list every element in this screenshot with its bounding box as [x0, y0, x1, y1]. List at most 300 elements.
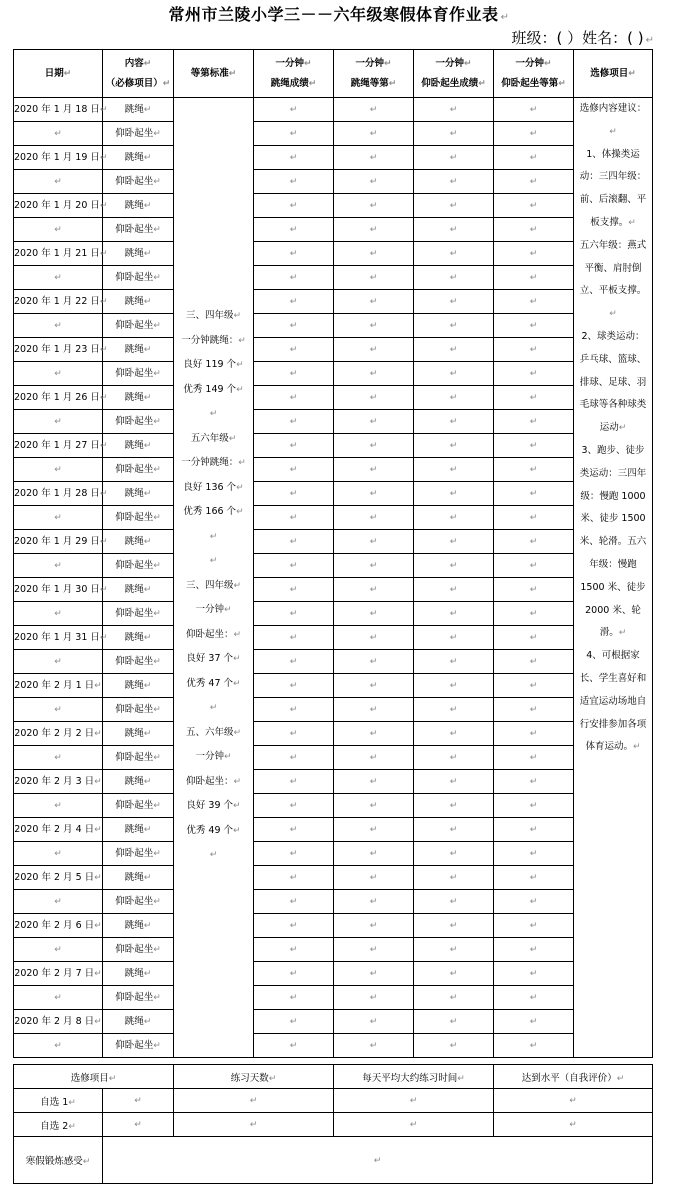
situp-grade-input[interactable]: [494, 722, 574, 746]
paragraph-mark: ↵: [289, 992, 298, 1003]
rope-grade-input[interactable]: [334, 890, 414, 914]
table-row: [14, 602, 653, 626]
situp-score-input[interactable]: [414, 98, 494, 122]
date-cell: 2020 年 1 月 23 日↵: [14, 338, 103, 362]
situp-score-input[interactable]: [414, 602, 494, 626]
situp-score-input[interactable]: [414, 266, 494, 290]
paragraph-mark: ↵: [153, 896, 161, 907]
situp-grade-input[interactable]: [494, 266, 574, 290]
situp-score-input[interactable]: [414, 1034, 494, 1058]
standard-line: [174, 696, 253, 721]
table-row: [14, 146, 653, 170]
situp-score-input[interactable]: [414, 770, 494, 794]
standard-line: 一分钟↵: [195, 604, 232, 615]
situp-score-input[interactable]: [414, 962, 494, 986]
rope-score-input[interactable]: [254, 962, 334, 986]
paragraph-mark: ↵: [153, 272, 161, 283]
activity-situp: 仰卧起坐↵: [103, 218, 174, 242]
rope-grade-input[interactable]: [334, 938, 414, 962]
activity-situp: 仰卧起坐↵: [103, 410, 174, 434]
paragraph-mark: ↵: [233, 727, 242, 738]
rope-grade-input[interactable]: [334, 362, 414, 386]
situp-score-input[interactable]: [414, 1010, 494, 1034]
rope-grade-input[interactable]: [334, 578, 414, 602]
paragraph-mark: ↵: [529, 752, 538, 763]
situp-grade-input[interactable]: [494, 554, 574, 578]
rope-score-input[interactable]: [254, 674, 334, 698]
paragraph-mark: ↵: [223, 752, 232, 762]
situp-grade-input[interactable]: [494, 482, 574, 506]
situp-grade-input[interactable]: [494, 458, 574, 482]
rope-score-input[interactable]: [254, 914, 334, 938]
situp-score-input[interactable]: [414, 890, 494, 914]
situp-grade-input[interactable]: [494, 866, 574, 890]
situp-grade-input[interactable]: [494, 938, 574, 962]
rope-grade-input[interactable]: [334, 602, 414, 626]
rope-score-input[interactable]: [254, 986, 334, 1010]
standard-line: 仰卧起坐：↵: [185, 628, 242, 640]
paragraph-mark: ↵: [529, 680, 538, 691]
paragraph-mark: ↵: [529, 392, 538, 403]
paragraph-mark: ↵: [68, 1097, 76, 1108]
rope-score-input[interactable]: [254, 794, 334, 818]
activity-situp: 仰卧起坐↵: [103, 122, 174, 146]
date-cell: 2020 年 2 月 2 日↵: [14, 722, 103, 746]
rope-grade-input[interactable]: [334, 1010, 414, 1034]
situp-score-input[interactable]: [414, 674, 494, 698]
date-cell-empty: [14, 362, 103, 386]
paragraph-mark: ↵: [529, 944, 538, 955]
standard-line: 三、四年级↵: [185, 310, 242, 321]
paragraph-mark: ↵: [289, 416, 298, 427]
rope-score-input[interactable]: [254, 482, 334, 506]
paragraph-mark: ↵: [54, 656, 62, 667]
rope-grade-input[interactable]: [334, 98, 414, 122]
situp-score-input[interactable]: [414, 458, 494, 482]
paragraph-mark: ↵: [54, 752, 62, 763]
paragraph-mark: ↵: [369, 440, 378, 451]
paragraph-mark: ↵: [143, 920, 152, 931]
rope-grade-input[interactable]: [334, 674, 414, 698]
situp-grade-input[interactable]: [494, 362, 574, 386]
situp-score-input[interactable]: [414, 818, 494, 842]
self-evaluation-input[interactable]: [494, 1089, 653, 1113]
paragraph-mark: ↵: [373, 1155, 382, 1166]
date-cell: 2020 年 1 月 19 日↵: [14, 146, 103, 170]
activity-situp: 仰卧起坐↵: [103, 170, 174, 194]
header-situp-grade: 一分钟↵ 仰卧起坐等第↵: [494, 50, 574, 98]
situp-score-input[interactable]: [414, 434, 494, 458]
paragraph-mark: ↵: [369, 176, 378, 187]
rope-score-input[interactable]: [254, 722, 334, 746]
elective-item-input[interactable]: [103, 1113, 174, 1137]
rope-score-input[interactable]: [254, 1034, 334, 1058]
situp-grade-input[interactable]: [494, 986, 574, 1010]
situp-grade-input[interactable]: [494, 698, 574, 722]
situp-score-input[interactable]: [414, 170, 494, 194]
rope-score-input[interactable]: [254, 938, 334, 962]
summary-header-item: 选修项目↵: [14, 1065, 174, 1089]
paragraph-mark: ↵: [529, 584, 538, 595]
situp-grade-input[interactable]: [494, 602, 574, 626]
rope-score-input[interactable]: [254, 530, 334, 554]
table-row: [14, 386, 653, 410]
situp-grade-input[interactable]: [494, 914, 574, 938]
paragraph-mark: ↵: [143, 824, 152, 835]
rope-grade-input[interactable]: [334, 794, 414, 818]
paragraph-mark: ↵: [449, 392, 458, 403]
paragraph-mark: ↵: [369, 920, 378, 931]
rope-score-input[interactable]: [254, 818, 334, 842]
paragraph-mark: ↵: [289, 392, 298, 403]
activity-situp: 仰卧起坐↵: [103, 266, 174, 290]
situp-grade-input[interactable]: [494, 410, 574, 434]
daily-time-input[interactable]: [334, 1089, 494, 1113]
situp-grade-input[interactable]: [494, 674, 574, 698]
situp-grade-input[interactable]: [494, 338, 574, 362]
rope-grade-input[interactable]: [334, 242, 414, 266]
rope-score-input[interactable]: [254, 866, 334, 890]
paragraph-mark: ↵: [54, 464, 62, 475]
paragraph-mark: ↵: [238, 335, 246, 346]
table-row: [14, 170, 653, 194]
standard-line: 五六年级↵: [190, 432, 237, 444]
elective-item-label: 自选 2↵: [14, 1113, 103, 1137]
rope-score-input[interactable]: [254, 842, 334, 866]
rope-grade-input[interactable]: [334, 338, 414, 362]
situp-grade-input[interactable]: [494, 818, 574, 842]
date-cell: 2020 年 2 月 6 日↵: [14, 914, 103, 938]
date-cell-empty: [14, 410, 103, 434]
paragraph-mark: ↵: [289, 560, 298, 571]
situp-grade-input[interactable]: [494, 842, 574, 866]
paragraph-mark: ↵: [143, 392, 152, 403]
paragraph-mark: ↵: [289, 536, 298, 547]
situp-grade-input[interactable]: [494, 218, 574, 242]
paragraph-mark: ↵: [449, 488, 458, 499]
rope-grade-input[interactable]: [334, 698, 414, 722]
rope-score-input[interactable]: [254, 218, 334, 242]
rope-grade-input[interactable]: [334, 842, 414, 866]
paragraph-mark: ↵: [153, 944, 161, 955]
rope-score-input[interactable]: [254, 650, 334, 674]
situp-score-input[interactable]: [414, 530, 494, 554]
situp-score-input[interactable]: [414, 314, 494, 338]
date-cell-empty: [14, 698, 103, 722]
situp-grade-input[interactable]: [494, 170, 574, 194]
paragraph-mark: ↵: [449, 128, 458, 139]
situp-grade-input[interactable]: [494, 650, 574, 674]
situp-grade-input[interactable]: [494, 578, 574, 602]
table-row: [14, 1010, 653, 1034]
situp-grade-input[interactable]: [494, 1034, 574, 1058]
rope-grade-input[interactable]: [334, 506, 414, 530]
table-row: [14, 122, 653, 146]
page-title: 常州市兰陵小学三－－六年级寒假体育作业表 ↵: [168, 5, 510, 24]
table-row: [14, 98, 653, 122]
rope-grade-input[interactable]: [334, 722, 414, 746]
situp-grade-input[interactable]: [494, 890, 574, 914]
situp-score-input[interactable]: [414, 506, 494, 530]
paragraph-mark: ↵: [449, 632, 458, 643]
situp-score-input[interactable]: [414, 698, 494, 722]
rope-grade-input[interactable]: [334, 650, 414, 674]
paragraph-mark: ↵: [369, 296, 378, 307]
situp-grade-input[interactable]: [494, 314, 574, 338]
situp-score-input[interactable]: [414, 410, 494, 434]
activity-situp: 仰卧起坐↵: [103, 506, 174, 530]
summary-header-level: 达到水平（自我评价）↵: [494, 1065, 653, 1089]
elective-paragraph: 1、体操类运动：三四年级：前、后滚翻、平板支撑。↵: [579, 148, 647, 228]
rope-score-input[interactable]: [254, 626, 334, 650]
paragraph-mark: ↵: [153, 704, 161, 715]
paragraph-mark: ↵: [289, 944, 298, 955]
activity-rope: 跳绳↵: [103, 434, 174, 458]
situp-score-input[interactable]: [414, 122, 494, 146]
rope-grade-input[interactable]: [334, 530, 414, 554]
rope-grade-input[interactable]: [334, 314, 414, 338]
paragraph-mark: ↵: [153, 368, 161, 379]
situp-grade-input[interactable]: [494, 770, 574, 794]
situp-grade-input[interactable]: [494, 122, 574, 146]
rope-score-input[interactable]: [254, 242, 334, 266]
situp-score-input[interactable]: [414, 650, 494, 674]
situp-score-input[interactable]: [414, 794, 494, 818]
table-row: [14, 194, 653, 218]
situp-score-input[interactable]: [414, 362, 494, 386]
rope-grade-input[interactable]: [334, 770, 414, 794]
paragraph-mark: ↵: [54, 608, 62, 619]
rope-grade-input[interactable]: [334, 386, 414, 410]
rope-score-input[interactable]: [254, 338, 334, 362]
paragraph-mark: ↵: [529, 848, 538, 859]
paragraph-mark: ↵: [233, 654, 241, 664]
rope-grade-input[interactable]: [334, 626, 414, 650]
rope-score-input[interactable]: [254, 602, 334, 626]
situp-score-input[interactable]: [414, 242, 494, 266]
summary-row: [14, 1089, 653, 1113]
situp-grade-input[interactable]: [494, 962, 574, 986]
activity-rope: 跳绳↵: [103, 578, 174, 602]
rope-grade-input[interactable]: [334, 914, 414, 938]
table-row: [14, 218, 653, 242]
rope-score-input[interactable]: [254, 146, 334, 170]
standard-line: 良好 119 个↵: [183, 359, 244, 370]
rope-grade-input[interactable]: [334, 410, 414, 434]
rope-score-input[interactable]: [254, 314, 334, 338]
rope-score-input[interactable]: [254, 266, 334, 290]
rope-grade-input[interactable]: [334, 434, 414, 458]
rope-grade-input[interactable]: [334, 746, 414, 770]
paragraph-mark: ↵: [249, 1120, 258, 1130]
situp-score-input[interactable]: [414, 290, 494, 314]
rope-score-input[interactable]: [254, 578, 334, 602]
situp-score-input[interactable]: [414, 146, 494, 170]
rope-score-input[interactable]: [254, 698, 334, 722]
situp-grade-input[interactable]: [494, 242, 574, 266]
situp-score-input[interactable]: [414, 386, 494, 410]
standard-line: 一分钟↵: [195, 751, 232, 762]
situp-score-input[interactable]: [414, 746, 494, 770]
rope-grade-input[interactable]: [334, 866, 414, 890]
paragraph-mark: ↵: [289, 200, 298, 211]
standard-line: 三、四年级↵: [185, 579, 242, 591]
paragraph-mark: ↵: [54, 704, 62, 715]
paragraph-mark: ↵: [143, 488, 152, 499]
situp-score-input[interactable]: [414, 554, 494, 578]
rope-score-input[interactable]: [254, 290, 334, 314]
situp-score-input[interactable]: [414, 578, 494, 602]
rope-grade-input[interactable]: [334, 146, 414, 170]
rope-score-input[interactable]: [254, 194, 334, 218]
practice-days-input[interactable]: [174, 1089, 334, 1113]
situp-grade-input[interactable]: [494, 194, 574, 218]
standard-line: 一分钟跳绳：↵: [181, 334, 246, 346]
situp-score-input[interactable]: [414, 986, 494, 1010]
paragraph-mark: ↵: [449, 1016, 458, 1027]
paragraph-mark: ↵: [54, 896, 62, 907]
situp-score-input[interactable]: [414, 626, 494, 650]
paragraph-mark: ↵: [153, 608, 161, 619]
rope-score-input[interactable]: [254, 458, 334, 482]
paragraph-mark: ↵: [143, 200, 152, 211]
paragraph-mark: ↵: [143, 536, 152, 547]
situp-score-input[interactable]: [414, 938, 494, 962]
table-row: [14, 650, 653, 674]
rope-score-input[interactable]: [254, 362, 334, 386]
practice-days-input[interactable]: [174, 1113, 334, 1137]
situp-grade-input[interactable]: [494, 98, 574, 122]
rope-grade-input[interactable]: [334, 290, 414, 314]
situp-grade-input[interactable]: [494, 530, 574, 554]
paragraph-mark: ↵: [449, 152, 458, 163]
paragraph-mark: ↵: [209, 409, 218, 419]
rope-score-input[interactable]: [254, 98, 334, 122]
situp-score-input[interactable]: [414, 722, 494, 746]
rope-score-input[interactable]: [254, 890, 334, 914]
elective-suggestions: [574, 98, 653, 1058]
rope-grade-input[interactable]: [334, 194, 414, 218]
paragraph-mark: ↵: [369, 728, 378, 739]
rope-grade-input[interactable]: [334, 962, 414, 986]
elective-paragraph: 4、可根据家长、学生喜好和适宜运动场地自行安排参加各项体育运动。↵: [579, 650, 647, 753]
rope-grade-input[interactable]: [334, 266, 414, 290]
table-row: [14, 890, 653, 914]
situp-grade-input[interactable]: [494, 146, 574, 170]
rope-score-input[interactable]: [254, 506, 334, 530]
situp-score-input[interactable]: [414, 194, 494, 218]
activity-rope: 跳绳↵: [103, 1010, 174, 1034]
activity-situp: 仰卧起坐↵: [103, 314, 174, 338]
activity-rope: 跳绳↵: [103, 242, 174, 266]
paragraph-mark: ↵: [449, 296, 458, 307]
situp-score-input[interactable]: [414, 218, 494, 242]
situp-score-input[interactable]: [414, 482, 494, 506]
paragraph-mark: ↵: [289, 776, 298, 787]
paragraph-mark: ↵: [143, 296, 152, 307]
rope-score-input[interactable]: [254, 122, 334, 146]
rope-score-input[interactable]: [254, 410, 334, 434]
situp-grade-input[interactable]: [494, 1010, 574, 1034]
date-cell-empty: [14, 650, 103, 674]
situp-score-input[interactable]: [414, 338, 494, 362]
paragraph-mark: ↵: [529, 200, 538, 211]
paragraph-mark: ↵: [449, 320, 458, 331]
daily-time-input[interactable]: [334, 1113, 494, 1137]
situp-grade-input[interactable]: [494, 290, 574, 314]
rope-score-input[interactable]: [254, 434, 334, 458]
paragraph-mark: ↵: [628, 217, 636, 228]
situp-grade-input[interactable]: [494, 746, 574, 770]
paragraph-mark: ↵: [54, 512, 62, 523]
rope-score-input[interactable]: [254, 770, 334, 794]
activity-rope: 跳绳↵: [103, 770, 174, 794]
paragraph-mark: ↵: [143, 152, 152, 163]
paragraph-mark: ↵: [153, 464, 161, 475]
summary-row: [14, 1113, 653, 1137]
activity-rope: 跳绳↵: [103, 146, 174, 170]
situp-grade-input[interactable]: [494, 434, 574, 458]
paragraph-mark: ↵: [369, 320, 378, 331]
rope-score-input[interactable]: [254, 170, 334, 194]
standard-line: 良好 136 个↵: [183, 481, 244, 493]
situp-grade-input[interactable]: [494, 794, 574, 818]
paragraph-mark: ↵: [134, 1096, 142, 1106]
grade-standards: [174, 98, 254, 1058]
rope-grade-input[interactable]: [334, 554, 414, 578]
situp-score-input[interactable]: [414, 842, 494, 866]
paragraph-mark: ↵: [289, 728, 298, 739]
paragraph-mark: ↵: [54, 800, 62, 811]
paragraph-mark: ↵: [529, 992, 538, 1003]
rope-score-input[interactable]: [254, 1010, 334, 1034]
rope-grade-input[interactable]: [334, 218, 414, 242]
rope-grade-input[interactable]: [334, 170, 414, 194]
rope-grade-input[interactable]: [334, 122, 414, 146]
header-elective: 选修项目↵: [574, 50, 653, 98]
paragraph-mark: ↵: [369, 800, 378, 811]
situp-grade-input[interactable]: [494, 626, 574, 650]
paragraph-mark: ↵: [143, 776, 152, 787]
rope-score-input[interactable]: [254, 746, 334, 770]
rope-score-input[interactable]: [254, 386, 334, 410]
paragraph-mark: ↵: [289, 104, 298, 115]
paragraph-mark: ↵: [236, 482, 244, 493]
date-cell: 2020 年 2 月 7 日↵: [14, 962, 103, 986]
rope-grade-input[interactable]: [334, 1034, 414, 1058]
activity-rope: 跳绳↵: [103, 386, 174, 410]
rope-grade-input[interactable]: [334, 986, 414, 1010]
elective-item-input[interactable]: [103, 1089, 174, 1113]
situp-grade-input[interactable]: [494, 506, 574, 530]
rope-grade-input[interactable]: [334, 818, 414, 842]
feeling-input[interactable]: [103, 1137, 653, 1184]
situp-score-input[interactable]: [414, 914, 494, 938]
rope-score-input[interactable]: [254, 554, 334, 578]
paragraph-mark: ↵: [289, 1016, 298, 1027]
rope-grade-input[interactable]: [334, 482, 414, 506]
situp-score-input[interactable]: [414, 866, 494, 890]
paragraph-mark: ↵: [369, 968, 378, 979]
table-row: [14, 794, 653, 818]
situp-grade-input[interactable]: [494, 386, 574, 410]
paragraph-mark: ↵: [143, 344, 152, 355]
rope-grade-input[interactable]: [334, 458, 414, 482]
paragraph-mark: ↵: [54, 416, 62, 427]
standard-line: 优秀 49 个↵: [186, 824, 241, 836]
self-evaluation-input[interactable]: [494, 1113, 653, 1137]
table-row: [14, 290, 653, 314]
